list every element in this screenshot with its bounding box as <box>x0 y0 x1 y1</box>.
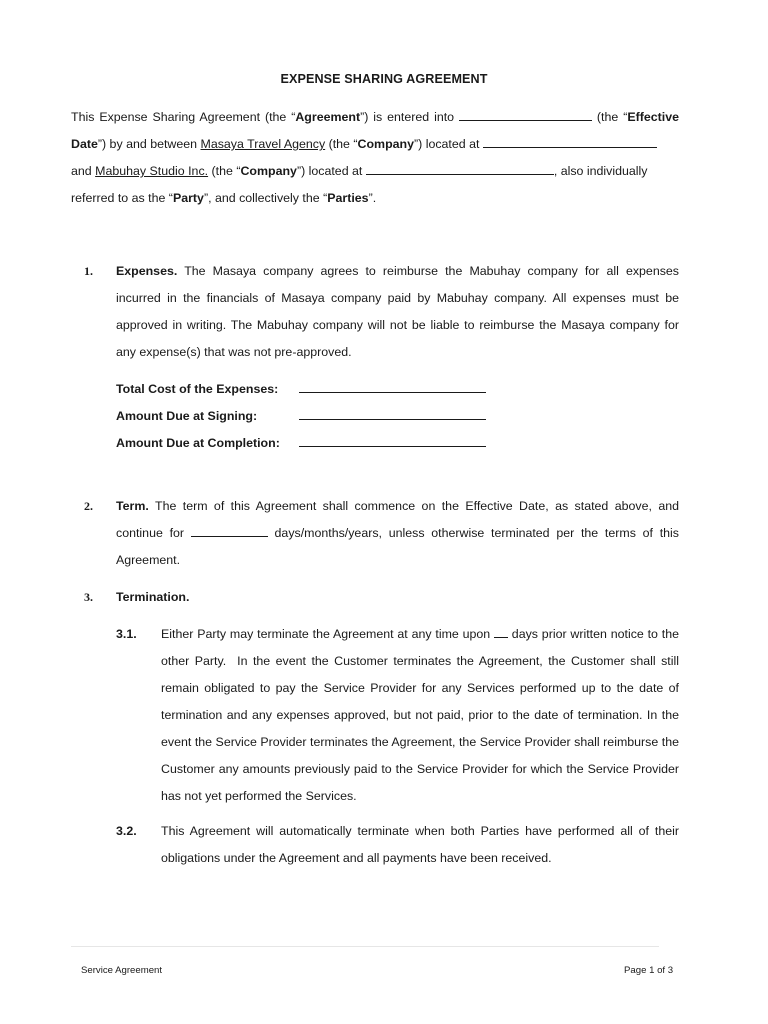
section-2-heading: Term. <box>116 499 149 513</box>
section-3-number: 3. <box>84 590 93 604</box>
party-two-address-blank[interactable] <box>366 162 554 175</box>
amount-due-completion-blank[interactable] <box>299 446 486 447</box>
company-term-2: Company <box>240 164 297 178</box>
subsection-3-1-paragraph: Either Party may terminate the Agreement at any time upon days prior written notice to the other Party. In the event the Customer terminates the Agreement, the Customer shall still remain obligated to pay the Service Provider for any Services performed up to the date of termination and any expenses approved, but not paid, prior to the date of termination. In the event the Service Provider terminates the Agreement, the Service Provider shall reimburse the Customer any amounts previously paid to the Service Provider for which the Service Provider has not yet performed the Services. <box>161 627 679 803</box>
agreement-term: Agreement <box>295 110 361 124</box>
subsection-3-1-number: 3.1. <box>116 627 137 641</box>
section-1-heading: Expenses. <box>116 264 178 278</box>
section-2-paragraph: Term. The term of this Agreement shall commence on the Effective Date, as stated above, and continue for days/months/years, unless otherwise terminated per the terms of this Agreement. <box>116 499 679 567</box>
term-duration-blank[interactable] <box>191 524 268 537</box>
parties-term: Parties <box>327 191 369 205</box>
subsection-3-2-number: 3.2. <box>116 824 137 838</box>
section-1-paragraph <box>116 258 679 366</box>
field-label: Amount Due at Completion: <box>116 436 280 450</box>
intro-paragraph: This Expense Sharing Agreement (the “Agreement”) is entered into (the “Effective Date”) by and between Masaya Travel Agency (the “Company”) located at and Mabuhay Studio Inc. (the “Company”) located at , also individually referred to as the “Party”, and collectively the “Parties”. <box>71 110 679 205</box>
notice-days-blank[interactable] <box>494 625 508 638</box>
party-one-address-blank[interactable] <box>483 135 657 148</box>
document-title: EXPENSE SHARING AGREEMENT <box>280 72 488 86</box>
party-two-name: Mabuhay Studio Inc. <box>95 164 209 178</box>
section-1-text: The Masaya company agrees to reimburse the Mabuhay company for all expenses incurred in the financials of Masaya company paid by Mabuhay company. All expenses must be approved in writing. The Mabuhay company will not be liable to reimburse the Masaya company for any expense(s) that was not pre-approved. <box>116 264 679 359</box>
total-cost-blank[interactable] <box>299 392 486 393</box>
footer-divider <box>71 946 659 947</box>
section-3-heading-row <box>116 584 679 611</box>
effective-date-blank[interactable] <box>459 108 592 121</box>
section-1-number: 1. <box>84 264 93 278</box>
field-label: Amount Due at Signing: <box>116 409 258 423</box>
party-term: Party <box>172 191 204 205</box>
amount-due-signing-blank[interactable] <box>299 419 486 420</box>
footer-page-number: Page 1 of 3 <box>624 965 674 976</box>
field-label: Total Cost of the Expenses: <box>116 382 279 396</box>
party-one-name: Masaya Travel Agency <box>200 137 326 151</box>
date-term: Date <box>71 137 98 151</box>
section-3-heading: Termination. <box>116 590 190 604</box>
company-term: Company <box>357 137 414 151</box>
subsection-3-2-paragraph: This Agreement will automatically terminate when both Parties have performed all of their obligations under the Agreement and all payments have been received. <box>161 824 679 865</box>
effective-term: Effective <box>627 110 679 124</box>
section-2-number: 2. <box>84 499 93 513</box>
footer-document-name: Service Agreement <box>81 965 163 976</box>
